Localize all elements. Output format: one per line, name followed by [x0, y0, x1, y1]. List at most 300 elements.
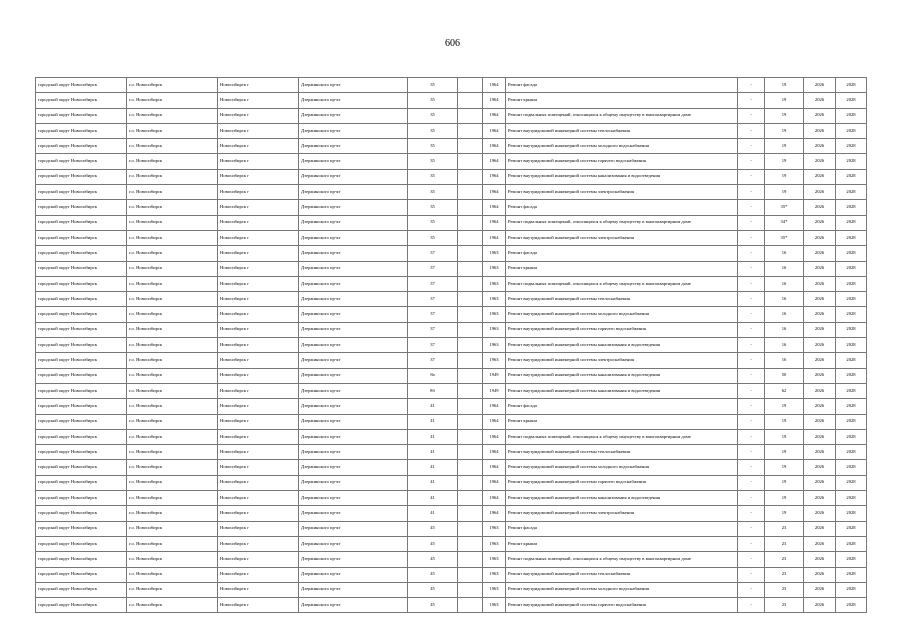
cell-cost: 23	[765, 567, 804, 582]
cell-municipality: городской округ Новосибирск	[36, 307, 127, 322]
cell-cost: 19	[765, 445, 804, 460]
cell-house-number: 41	[408, 491, 458, 506]
cell-cost: 16	[765, 276, 804, 291]
cell-year-built: 1964	[483, 399, 506, 414]
cell-spacer: -	[738, 78, 765, 93]
cell-municipality: городской округ Новосибирск	[36, 169, 127, 184]
cell-settlement: Новосибирск г	[218, 475, 299, 490]
cell-plan-end-year: 2028	[836, 353, 867, 368]
cell-work-type: Ремонт внутридомовой инженерной системы холодного водоснабжения	[506, 460, 738, 475]
cell-spacer: -	[738, 414, 765, 429]
table-row	[36, 215, 867, 230]
cell-street: Дзержинского пр-кт	[299, 445, 408, 460]
table-row	[36, 93, 867, 108]
cell-plan-start-year: 2026	[804, 261, 836, 276]
cell-plan-start-year: 2026	[804, 521, 836, 536]
cell-plan-end-year: 2028	[836, 108, 867, 123]
cell-district: г.о. Новосибирск	[127, 491, 218, 506]
cell-cost: 19	[765, 93, 804, 108]
cell-house-number: 35	[408, 93, 458, 108]
cell-street: Дзержинского пр-кт	[299, 215, 408, 230]
cell-street: Дзержинского пр-кт	[299, 154, 408, 169]
cell-building	[458, 552, 483, 567]
cell-plan-start-year: 2026	[804, 215, 836, 230]
cell-year-built: 1963	[483, 353, 506, 368]
cell-spacer: -	[738, 429, 765, 444]
cell-plan-end-year: 2028	[836, 552, 867, 567]
cell-plan-start-year: 2026	[804, 552, 836, 567]
table-row	[36, 399, 867, 414]
cell-building	[458, 353, 483, 368]
cell-house-number: 45	[408, 552, 458, 567]
cell-municipality: городской округ Новосибирск	[36, 230, 127, 245]
cell-year-built: 1964	[483, 93, 506, 108]
table-row	[36, 582, 867, 597]
cell-plan-start-year: 2026	[804, 399, 836, 414]
cell-building	[458, 491, 483, 506]
cell-house-number: 8б	[408, 383, 458, 398]
cell-house-number: 45	[408, 567, 458, 582]
cell-district: г.о. Новосибирск	[127, 93, 218, 108]
cell-street: Дзержинского пр-кт	[299, 353, 408, 368]
cell-spacer: -	[738, 567, 765, 582]
cell-plan-end-year: 2028	[836, 246, 867, 261]
cell-plan-end-year: 2028	[836, 445, 867, 460]
cell-street: Дзержинского пр-кт	[299, 307, 408, 322]
cell-settlement: Новосибирск г	[218, 261, 299, 276]
cell-spacer: -	[738, 521, 765, 536]
cell-spacer: -	[738, 536, 765, 551]
cell-plan-end-year: 2028	[836, 215, 867, 230]
cell-building	[458, 582, 483, 597]
cell-plan-start-year: 2026	[804, 230, 836, 245]
table-row	[36, 368, 867, 383]
cell-building	[458, 429, 483, 444]
cell-settlement: Новосибирск г	[218, 276, 299, 291]
cell-cost: 16	[765, 246, 804, 261]
cell-street: Дзержинского пр-кт	[299, 491, 408, 506]
cell-district: г.о. Новосибирск	[127, 536, 218, 551]
table-row	[36, 536, 867, 551]
cell-municipality: городской округ Новосибирск	[36, 185, 127, 200]
cell-house-number: 45	[408, 521, 458, 536]
cell-building	[458, 506, 483, 521]
cell-year-built: 1964	[483, 460, 506, 475]
cell-cost: 34*	[765, 215, 804, 230]
cell-plan-end-year: 2028	[836, 185, 867, 200]
table-row	[36, 154, 867, 169]
cell-street: Дзержинского пр-кт	[299, 338, 408, 353]
cell-plan-end-year: 2028	[836, 429, 867, 444]
cell-street: Дзержинского пр-кт	[299, 246, 408, 261]
cell-year-built: 1964	[483, 200, 506, 215]
cell-work-type: Ремонт внутридомовой инженерной системы электроснабжения	[506, 185, 738, 200]
cell-settlement: Новосибирск г	[218, 552, 299, 567]
cell-spacer: -	[738, 460, 765, 475]
cell-year-built: 1963	[483, 246, 506, 261]
cell-work-type: Ремонт внутридомовой инженерной системы горячего водоснабжения	[506, 322, 738, 337]
cell-year-built: 1964	[483, 230, 506, 245]
cell-cost: 16	[765, 307, 804, 322]
cell-building	[458, 445, 483, 460]
cell-municipality: городской округ Новосибирск	[36, 139, 127, 154]
cell-municipality: городской округ Новосибирск	[36, 338, 127, 353]
cell-plan-start-year: 2026	[804, 353, 836, 368]
cell-work-type: Ремонт внутридомовой инженерной системы теплоснабжения	[506, 567, 738, 582]
cell-building	[458, 154, 483, 169]
cell-municipality: городской округ Новосибирск	[36, 429, 127, 444]
cell-house-number: 35	[408, 78, 458, 93]
cell-settlement: Новосибирск г	[218, 139, 299, 154]
cell-cost: 16	[765, 261, 804, 276]
cell-plan-start-year: 2026	[804, 429, 836, 444]
cell-plan-end-year: 2028	[836, 276, 867, 291]
cell-settlement: Новосибирск г	[218, 78, 299, 93]
cell-municipality: городской округ Новосибирск	[36, 536, 127, 551]
cell-plan-start-year: 2026	[804, 185, 836, 200]
table-row	[36, 169, 867, 184]
cell-cost: 16	[765, 338, 804, 353]
cell-street: Дзержинского пр-кт	[299, 185, 408, 200]
cell-house-number: 37	[408, 338, 458, 353]
cell-municipality: городской округ Новосибирск	[36, 460, 127, 475]
cell-year-built: 1963	[483, 521, 506, 536]
cell-work-type: Ремонт внутридомовой инженерной системы электроснабжения	[506, 506, 738, 521]
cell-house-number: 35	[408, 230, 458, 245]
cell-settlement: Новосибирск г	[218, 338, 299, 353]
cell-work-type: Ремонт подвальных помещений, относящихся к общему имуществу в многоквартирном доме	[506, 215, 738, 230]
table-row	[36, 185, 867, 200]
cell-plan-end-year: 2028	[836, 414, 867, 429]
cell-building	[458, 368, 483, 383]
table-row	[36, 108, 867, 123]
cell-municipality: городской округ Новосибирск	[36, 261, 127, 276]
cell-plan-end-year: 2028	[836, 307, 867, 322]
cell-building	[458, 276, 483, 291]
cell-plan-end-year: 2028	[836, 383, 867, 398]
cell-house-number: 41	[408, 506, 458, 521]
cell-district: г.о. Новосибирск	[127, 123, 218, 138]
cell-street: Дзержинского пр-кт	[299, 475, 408, 490]
cell-district: г.о. Новосибирск	[127, 353, 218, 368]
cell-street: Дзержинского пр-кт	[299, 429, 408, 444]
cell-building	[458, 123, 483, 138]
cell-spacer: -	[738, 169, 765, 184]
cell-cost: 62	[765, 383, 804, 398]
cell-settlement: Новосибирск г	[218, 429, 299, 444]
cell-settlement: Новосибирск г	[218, 383, 299, 398]
cell-district: г.о. Новосибирск	[127, 230, 218, 245]
cell-spacer: -	[738, 93, 765, 108]
cell-year-built: 1963	[483, 276, 506, 291]
cell-municipality: городской округ Новосибирск	[36, 491, 127, 506]
cell-year-built: 1963	[483, 552, 506, 567]
cell-cost: 23	[765, 536, 804, 551]
table-row	[36, 567, 867, 582]
cell-spacer: -	[738, 506, 765, 521]
cell-building	[458, 185, 483, 200]
cell-cost: 19	[765, 460, 804, 475]
cell-settlement: Новосибирск г	[218, 491, 299, 506]
cell-street: Дзержинского пр-кт	[299, 322, 408, 337]
cell-cost: 19	[765, 154, 804, 169]
cell-building	[458, 230, 483, 245]
cell-plan-start-year: 2026	[804, 491, 836, 506]
cell-spacer: -	[738, 185, 765, 200]
cell-spacer: -	[738, 475, 765, 490]
cell-settlement: Новосибирск г	[218, 307, 299, 322]
cell-plan-end-year: 2028	[836, 169, 867, 184]
cell-work-type: Ремонт внутридомовой инженерной системы канализования и водоотведения	[506, 338, 738, 353]
cell-work-type: Ремонт внутридомовой инженерной системы канализования и водоотведения	[506, 491, 738, 506]
cell-spacer: -	[738, 353, 765, 368]
cell-plan-end-year: 2028	[836, 399, 867, 414]
cell-municipality: городской округ Новосибирск	[36, 598, 127, 613]
cell-settlement: Новосибирск г	[218, 598, 299, 613]
cell-work-type: Ремонт фасада	[506, 521, 738, 536]
cell-settlement: Новосибирск г	[218, 445, 299, 460]
cell-work-type: Ремонт внутридомовой инженерной системы холодного водоснабжения	[506, 307, 738, 322]
cell-building	[458, 93, 483, 108]
cell-settlement: Новосибирск г	[218, 414, 299, 429]
cell-plan-end-year: 2028	[836, 154, 867, 169]
cell-work-type: Ремонт подвальных помещений, относящихся к общему имуществу в многоквартирном доме	[506, 429, 738, 444]
cell-work-type: Ремонт внутридомовой инженерной системы горячего водоснабжения	[506, 154, 738, 169]
cell-plan-end-year: 2028	[836, 368, 867, 383]
cell-district: г.о. Новосибирск	[127, 445, 218, 460]
cell-spacer: -	[738, 322, 765, 337]
cell-year-built: 1963	[483, 261, 506, 276]
cell-plan-start-year: 2026	[804, 322, 836, 337]
cell-settlement: Новосибирск г	[218, 292, 299, 307]
cell-house-number: 41	[408, 460, 458, 475]
cell-work-type: Ремонт внутридомовой инженерной системы канализования и водоотведения	[506, 169, 738, 184]
cell-year-built: 1964	[483, 185, 506, 200]
cell-municipality: городской округ Новосибирск	[36, 154, 127, 169]
cell-building	[458, 261, 483, 276]
table-row	[36, 552, 867, 567]
cell-spacer: -	[738, 445, 765, 460]
cell-district: г.о. Новосибирск	[127, 383, 218, 398]
cell-district: г.о. Новосибирск	[127, 582, 218, 597]
cell-cost: 19	[765, 506, 804, 521]
cell-house-number: 41	[408, 429, 458, 444]
cell-district: г.о. Новосибирск	[127, 276, 218, 291]
cell-settlement: Новосибирск г	[218, 567, 299, 582]
cell-plan-end-year: 2028	[836, 200, 867, 215]
cell-house-number: 41	[408, 414, 458, 429]
cell-work-type: Ремонт внутридомовой инженерной системы электроснабжения	[506, 353, 738, 368]
cell-settlement: Новосибирск г	[218, 185, 299, 200]
table-row	[36, 460, 867, 475]
cell-district: г.о. Новосибирск	[127, 460, 218, 475]
cell-street: Дзержинского пр-кт	[299, 139, 408, 154]
cell-work-type: Ремонт внутридомовой инженерной системы канализования и водоотведения	[506, 383, 738, 398]
cell-plan-end-year: 2028	[836, 261, 867, 276]
cell-district: г.о. Новосибирск	[127, 567, 218, 582]
cell-plan-start-year: 2026	[804, 154, 836, 169]
cell-building	[458, 322, 483, 337]
cell-district: г.о. Новосибирск	[127, 108, 218, 123]
cell-district: г.о. Новосибирск	[127, 414, 218, 429]
cell-spacer: -	[738, 399, 765, 414]
cell-district: г.о. Новосибирск	[127, 598, 218, 613]
cell-house-number: 37	[408, 276, 458, 291]
cell-district: г.о. Новосибирск	[127, 429, 218, 444]
cell-cost: 19	[765, 399, 804, 414]
cell-district: г.о. Новосибирск	[127, 292, 218, 307]
table-row	[36, 261, 867, 276]
cell-plan-end-year: 2028	[836, 582, 867, 597]
cell-plan-start-year: 2026	[804, 506, 836, 521]
table-row	[36, 414, 867, 429]
cell-building	[458, 399, 483, 414]
cell-plan-end-year: 2028	[836, 460, 867, 475]
cell-plan-start-year: 2026	[804, 93, 836, 108]
cell-plan-end-year: 2028	[836, 230, 867, 245]
cell-plan-start-year: 2026	[804, 307, 836, 322]
cell-spacer: -	[738, 307, 765, 322]
cell-district: г.о. Новосибирск	[127, 185, 218, 200]
cell-settlement: Новосибирск г	[218, 353, 299, 368]
cell-spacer: -	[738, 582, 765, 597]
table-row	[36, 78, 867, 93]
cell-street: Дзержинского пр-кт	[299, 521, 408, 536]
cell-house-number: 37	[408, 261, 458, 276]
cell-street: Дзержинского пр-кт	[299, 368, 408, 383]
cell-year-built: 1964	[483, 154, 506, 169]
capital-repair-table	[35, 77, 867, 613]
cell-plan-start-year: 2026	[804, 445, 836, 460]
cell-spacer: -	[738, 292, 765, 307]
cell-municipality: городской округ Новосибирск	[36, 123, 127, 138]
cell-settlement: Новосибирск г	[218, 399, 299, 414]
cell-plan-start-year: 2026	[804, 598, 836, 613]
cell-plan-start-year: 2026	[804, 276, 836, 291]
cell-year-built: 1964	[483, 414, 506, 429]
cell-work-type: Ремонт подвальных помещений, относящихся к общему имуществу в многоквартирном доме	[506, 276, 738, 291]
cell-plan-end-year: 2028	[836, 292, 867, 307]
cell-plan-end-year: 2028	[836, 567, 867, 582]
cell-street: Дзержинского пр-кт	[299, 598, 408, 613]
cell-street: Дзержинского пр-кт	[299, 414, 408, 429]
cell-cost: 19	[765, 491, 804, 506]
cell-plan-end-year: 2028	[836, 338, 867, 353]
cell-building	[458, 307, 483, 322]
cell-year-built: 1964	[483, 429, 506, 444]
cell-year-built: 1963	[483, 598, 506, 613]
cell-house-number: 37	[408, 246, 458, 261]
cell-cost: 19	[765, 108, 804, 123]
cell-cost: 19	[765, 123, 804, 138]
cell-work-type: Ремонт внутридомовой инженерной системы холодного водоснабжения	[506, 139, 738, 154]
cell-work-type: Ремонт внутридомовой инженерной системы горячего водоснабжения	[506, 598, 738, 613]
cell-spacer: -	[738, 261, 765, 276]
cell-plan-end-year: 2028	[836, 521, 867, 536]
cell-work-type: Ремонт внутридомовой инженерной системы холодного водоснабжения	[506, 582, 738, 597]
cell-plan-start-year: 2026	[804, 383, 836, 398]
cell-spacer: -	[738, 338, 765, 353]
table-row	[36, 475, 867, 490]
cell-settlement: Новосибирск г	[218, 154, 299, 169]
cell-settlement: Новосибирск г	[218, 169, 299, 184]
cell-municipality: городской округ Новосибирск	[36, 552, 127, 567]
cell-work-type: Ремонт внутридомовой инженерной системы теплоснабжения	[506, 445, 738, 460]
cell-municipality: городской округ Новосибирск	[36, 445, 127, 460]
cell-plan-end-year: 2028	[836, 139, 867, 154]
cell-street: Дзержинского пр-кт	[299, 460, 408, 475]
cell-settlement: Новосибирск г	[218, 215, 299, 230]
cell-year-built: 1963	[483, 567, 506, 582]
cell-district: г.о. Новосибирск	[127, 307, 218, 322]
cell-spacer: -	[738, 552, 765, 567]
cell-municipality: городской округ Новосибирск	[36, 108, 127, 123]
cell-cost: 23	[765, 582, 804, 597]
cell-street: Дзержинского пр-кт	[299, 108, 408, 123]
table-row	[36, 338, 867, 353]
cell-plan-start-year: 2026	[804, 582, 836, 597]
cell-street: Дзержинского пр-кт	[299, 230, 408, 245]
table-row	[36, 383, 867, 398]
table-row	[36, 429, 867, 444]
cell-municipality: городской округ Новосибирск	[36, 215, 127, 230]
cell-work-type: Ремонт фасада	[506, 200, 738, 215]
cell-municipality: городской округ Новосибирск	[36, 276, 127, 291]
cell-plan-start-year: 2026	[804, 475, 836, 490]
cell-municipality: городской округ Новосибирск	[36, 383, 127, 398]
cell-settlement: Новосибирск г	[218, 368, 299, 383]
cell-year-built: 1964	[483, 215, 506, 230]
cell-work-type: Ремонт фасада	[506, 399, 738, 414]
cell-plan-start-year: 2026	[804, 139, 836, 154]
cell-year-built: 1964	[483, 506, 506, 521]
cell-street: Дзержинского пр-кт	[299, 567, 408, 582]
table-row	[36, 200, 867, 215]
table-row	[36, 230, 867, 245]
cell-building	[458, 108, 483, 123]
table-row	[36, 276, 867, 291]
cell-cost: 23	[765, 598, 804, 613]
cell-cost: 23	[765, 521, 804, 536]
cell-municipality: городской округ Новосибирск	[36, 582, 127, 597]
cell-year-built: 1964	[483, 169, 506, 184]
cell-municipality: городской округ Новосибирск	[36, 414, 127, 429]
table-row	[36, 491, 867, 506]
cell-street: Дзержинского пр-кт	[299, 536, 408, 551]
cell-house-number: 35	[408, 200, 458, 215]
cell-cost: 19	[765, 169, 804, 184]
cell-street: Дзержинского пр-кт	[299, 276, 408, 291]
cell-settlement: Новосибирск г	[218, 460, 299, 475]
cell-house-number: 37	[408, 292, 458, 307]
cell-plan-end-year: 2028	[836, 78, 867, 93]
cell-district: г.о. Новосибирск	[127, 154, 218, 169]
cell-plan-start-year: 2026	[804, 567, 836, 582]
cell-municipality: городской округ Новосибирск	[36, 78, 127, 93]
cell-work-type: Ремонт подвальных помещений, относящихся к общему имуществу в многоквартирном доме	[506, 552, 738, 567]
cell-plan-end-year: 2028	[836, 93, 867, 108]
cell-street: Дзержинского пр-кт	[299, 582, 408, 597]
cell-building	[458, 383, 483, 398]
cell-plan-start-year: 2026	[804, 200, 836, 215]
cell-plan-end-year: 2028	[836, 123, 867, 138]
cell-house-number: 35	[408, 215, 458, 230]
cell-district: г.о. Новосибирск	[127, 399, 218, 414]
cell-plan-end-year: 2028	[836, 322, 867, 337]
cell-settlement: Новосибирск г	[218, 246, 299, 261]
cell-house-number: 45	[408, 598, 458, 613]
cell-municipality: городской округ Новосибирск	[36, 353, 127, 368]
